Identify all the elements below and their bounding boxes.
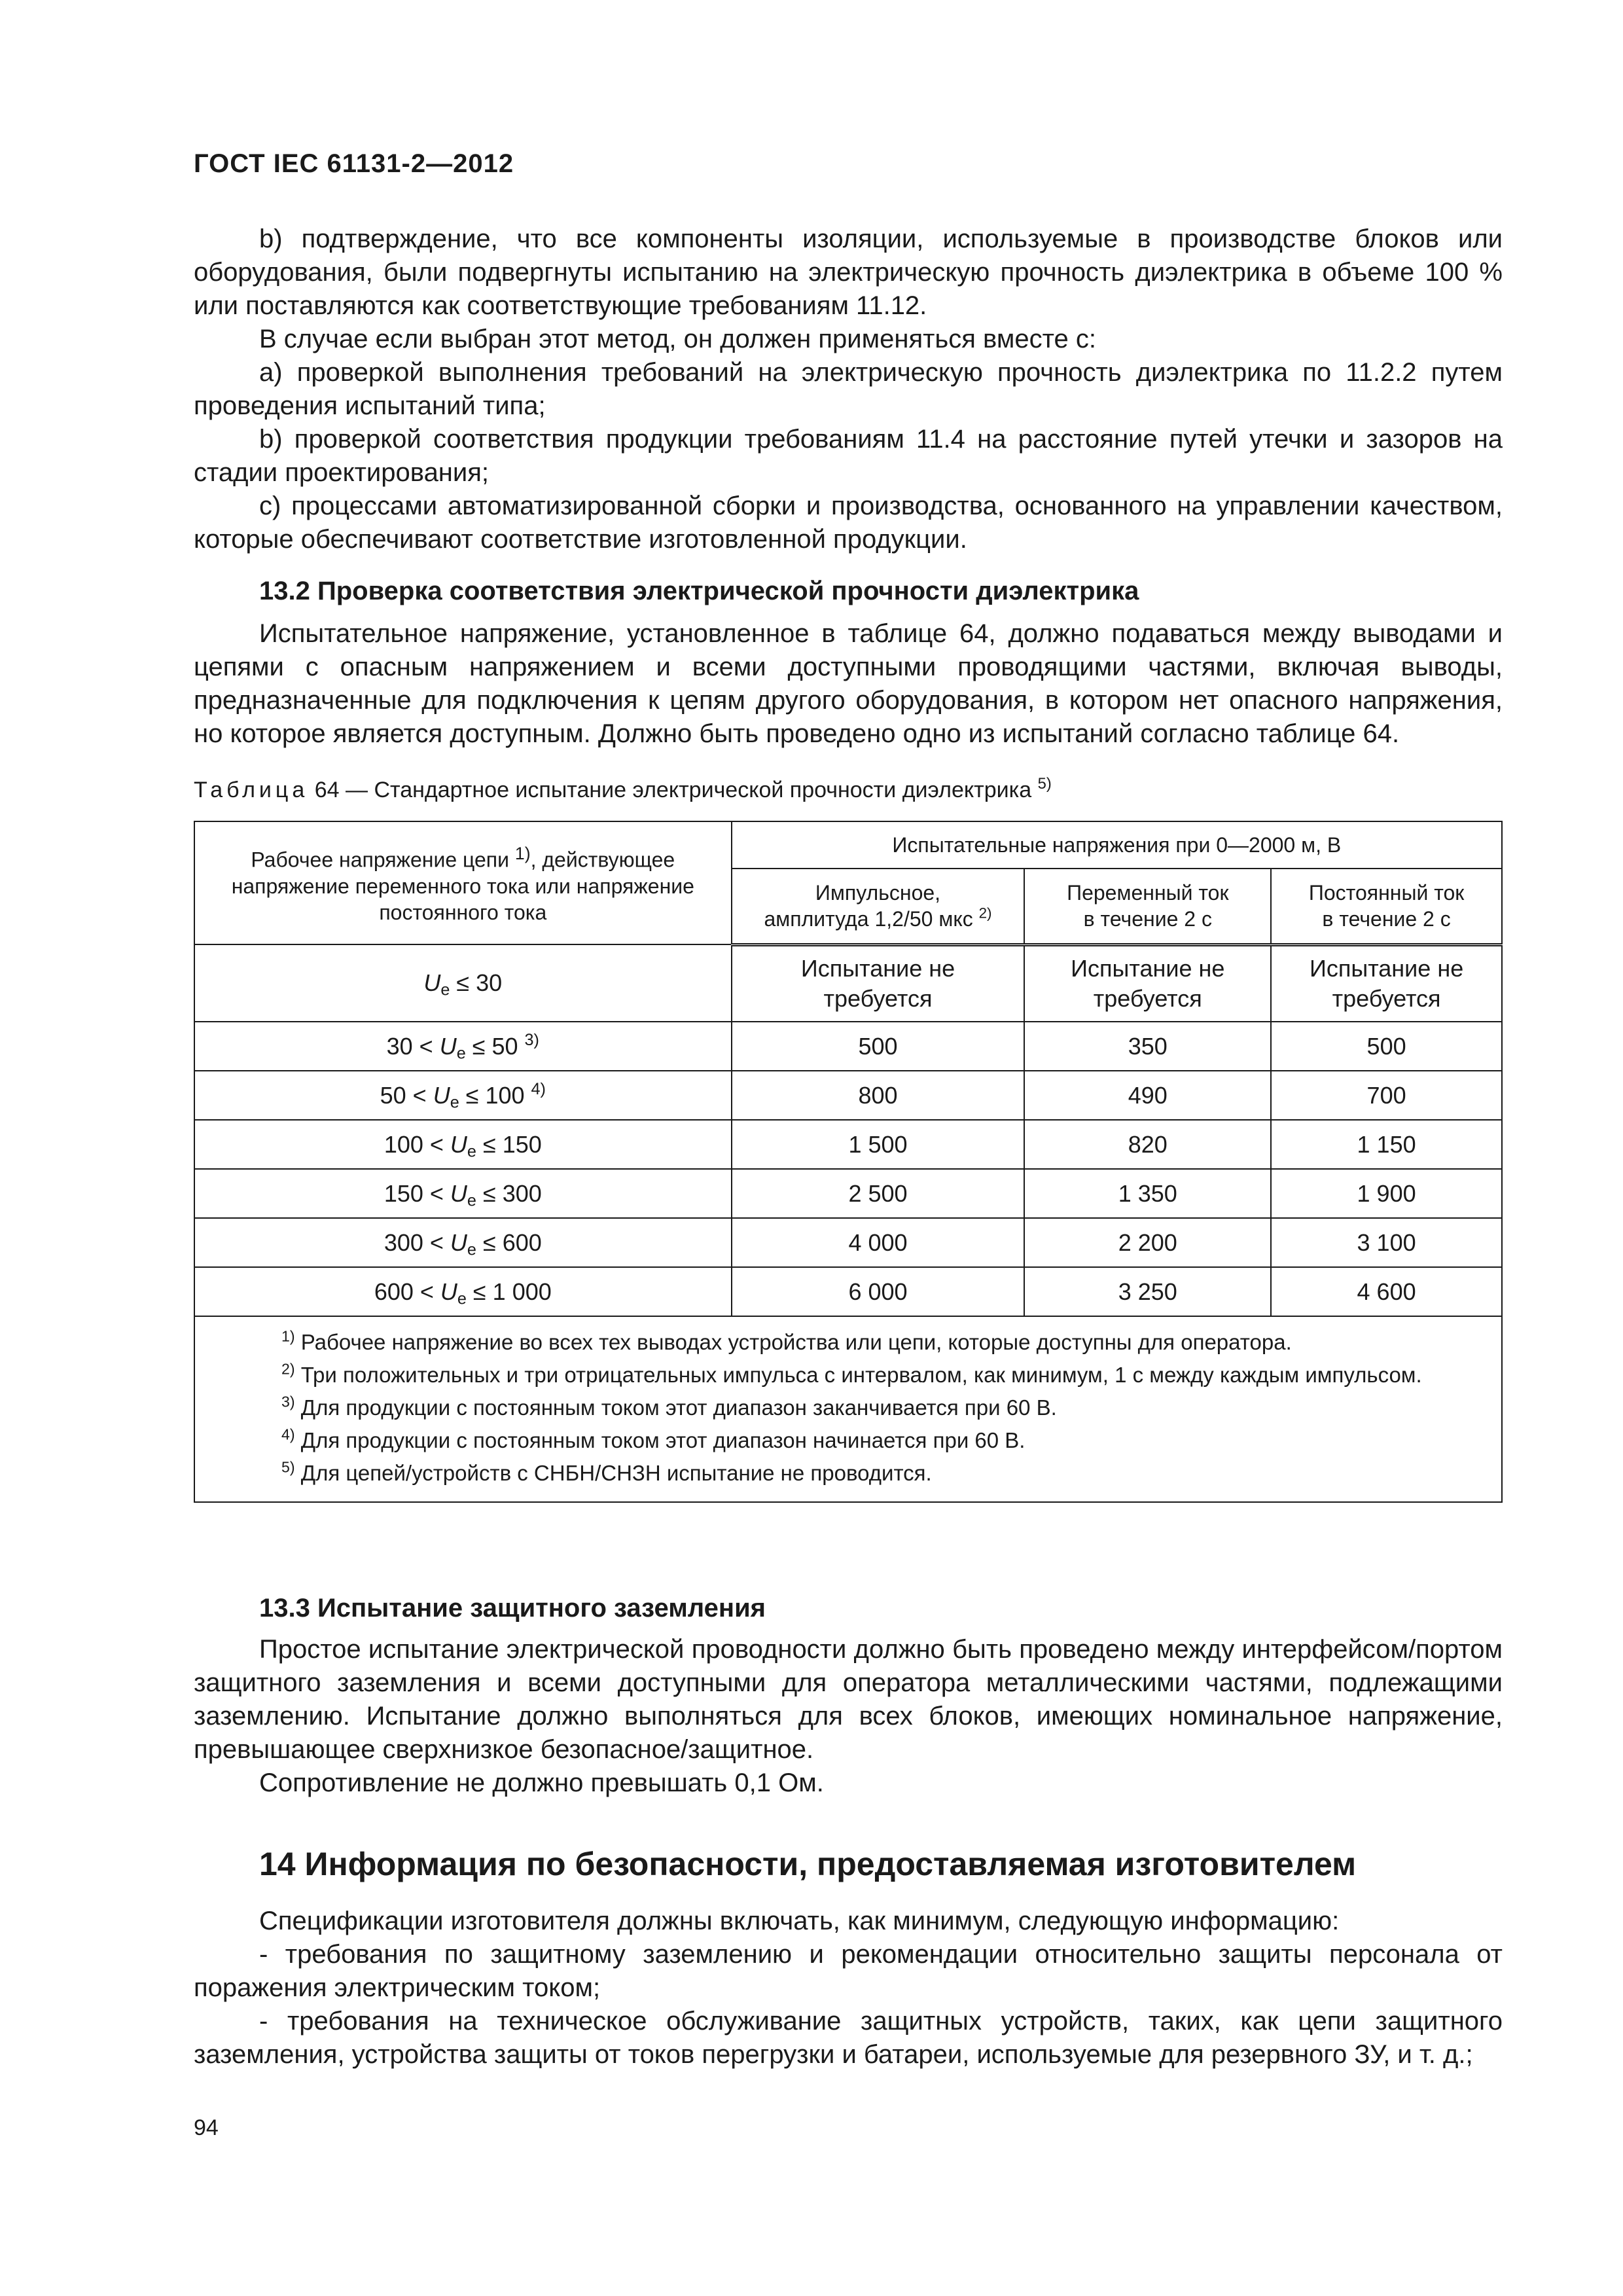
dc-cell: 4 600 [1271, 1267, 1502, 1316]
u-symbol: U [439, 1032, 457, 1060]
footnote-mark: 3) [281, 1393, 295, 1410]
footnote-ref: 5) [1037, 774, 1052, 793]
header-text: , действующее напряжение переменного тока или напряжение постоянного тока [231, 848, 694, 924]
u-symbol: U [450, 1130, 467, 1158]
footnote-mark: 2) [281, 1360, 295, 1378]
col-header-working-voltage [194, 821, 732, 944]
range-low: 30 < [386, 1032, 440, 1060]
voltage-range-cell [194, 1120, 732, 1169]
footnote-text: Для цепей/устройств с СНБН/СНЗН испытание не проводится. [294, 1461, 932, 1485]
footnotes-row [194, 1316, 1502, 1502]
table-caption [194, 774, 1052, 803]
impulse-cell: 4 000 [732, 1218, 1025, 1267]
footnote-ref: 1) [514, 844, 531, 864]
range-high: ≤ 30 [450, 969, 503, 996]
table-caption-word: Таблица [194, 778, 309, 802]
footnote-ref: 4) [531, 1079, 546, 1098]
paragraph: Спецификации изготовителя должны включать, как минимум, следующую информацию: [259, 1907, 1340, 1935]
range-high: ≤ 300 [476, 1179, 542, 1207]
paragraph: Испытательное напряжение, установленное в таблице 64, должно подаваться между выводами и цепями с опасным напряжением и всеми доступными проводящими частями, включая выводы, предназначенные для подключения к цепям другого оборудования, в котором нет опасного напряжения, но которое является доступным. Должно быть проведено одно из испытаний согласно таблице 64. [194, 619, 1503, 748]
paragraph: В случае если выбран этот метод, он должен применяться вместе с: [259, 325, 1096, 353]
table-footnotes [194, 1316, 1502, 1502]
ac-cell: 490 [1024, 1071, 1271, 1120]
impulse-cell: Испытание не требуется [732, 944, 1025, 1022]
impulse-cell: 6 000 [732, 1267, 1025, 1316]
section-title: 14 Информация по безопасности, предоставляемая изготовителем [259, 1846, 1357, 1882]
dielectric-test-table [194, 821, 1503, 1503]
table-row [194, 1071, 1502, 1120]
u-subscript: e [440, 980, 450, 999]
range-low: 100 < [383, 1130, 450, 1158]
u-subscript: e [467, 1141, 476, 1160]
paragraph: b) проверкой соответствия продукции требованиям 11.4 на расстояние путей утечки и зазоров на стадии проектирования; [194, 425, 1503, 487]
document-header: ГОСТ IEC 61131-2—2012 [194, 149, 514, 178]
u-subscript: e [467, 1191, 476, 1210]
footnote-mark: 5) [281, 1458, 295, 1476]
section-title: 13.2 Проверка соответствия электрической прочности диэлектрика [259, 577, 1139, 605]
footnote-text: Для продукции с постоянным током этот диапазон заканчивается при 60 В. [294, 1395, 1057, 1420]
impulse-cell: 2 500 [732, 1169, 1025, 1218]
paragraph: - требования на техническое обслуживание защитных устройств, таких, как цепи защитного заземления, устройства защиты от токов перегрузки и батареи, используемые для резервного ЗУ, и т. д.; [194, 2007, 1503, 2069]
paragraph: b) подтверждение, что все компоненты изоляции, используемые в производстве блоков или оборудования, были подвергнуты испытанию на электрическую прочность диэлектрика в объеме 100 % или поставляются как соответствующие требованиям 11.12. [194, 224, 1503, 320]
header-line: Импульсное, [815, 881, 941, 905]
u-symbol: U [450, 1179, 467, 1207]
col-group-header: Испытательные напряжения при 0—2000 м, В [732, 821, 1502, 869]
range-high: ≤ 150 [476, 1130, 542, 1158]
section-14 [194, 1844, 1503, 2072]
table-footnote [209, 1359, 1487, 1391]
range-low: 300 < [383, 1229, 450, 1256]
u-symbol: U [433, 1081, 450, 1109]
voltage-range-cell [194, 944, 732, 1022]
footnote-mark: 4) [281, 1426, 295, 1443]
u-symbol: U [423, 969, 441, 996]
impulse-cell: 1 500 [732, 1120, 1025, 1169]
col-header-impulse [732, 869, 1025, 944]
dc-cell: 500 [1271, 1022, 1502, 1071]
header-line: в течение 2 с [1322, 907, 1451, 931]
u-subscript: e [457, 1289, 467, 1308]
u-subscript: e [450, 1092, 459, 1111]
table-footnote [209, 1326, 1487, 1359]
voltage-range-cell [194, 1071, 732, 1120]
paragraph: a) проверкой выполнения требований на электрическую прочность диэлектрика по 11.2.2 путем проведения испытаний типа; [194, 358, 1503, 420]
impulse-cell: 800 [732, 1071, 1025, 1120]
table-footnote [209, 1457, 1487, 1490]
u-subscript: e [467, 1240, 476, 1259]
paragraph: - требования по защитному заземлению и рекомендации относительно защиты персонала от поражения электрическим током; [194, 1940, 1503, 2002]
section-13-2 [194, 575, 1503, 751]
table-row [194, 1169, 1502, 1218]
range-high: ≤ 100 [459, 1081, 531, 1109]
header-text: Рабочее напряжение цепи [251, 848, 515, 872]
ac-cell: 1 350 [1024, 1169, 1271, 1218]
table-row [194, 944, 1502, 1022]
footnote-ref: 2) [978, 905, 992, 922]
col-header-dc [1271, 869, 1502, 944]
range-low: 600 < [374, 1278, 440, 1305]
dc-cell: 1 150 [1271, 1120, 1502, 1169]
range-high: ≤ 50 [465, 1032, 525, 1060]
footnote-ref: 3) [524, 1030, 539, 1049]
table-row [194, 1218, 1502, 1267]
table-row [194, 1120, 1502, 1169]
header-line: амплитуда 1,2/50 мкс [764, 907, 979, 931]
table-row [194, 1022, 1502, 1071]
range-low: 150 < [383, 1179, 450, 1207]
paragraph: Простое испытание электрической проводности должно быть проведено между интерфейсом/портом защитного заземления и всеми доступными для оператора металлическими частями, подлежащими заземлению. Испытание должно выполняться для всех блоков, имеющих номинальное напряжение, превышающее сверхнизкое безопасное/защитное. [194, 1635, 1503, 1764]
top-text-block [194, 223, 1503, 556]
header-line: Постоянный ток [1308, 881, 1465, 905]
dc-cell: 1 900 [1271, 1169, 1502, 1218]
table-footnote [209, 1391, 1487, 1424]
range-high: ≤ 600 [476, 1229, 542, 1256]
paragraph: Сопротивление не должно превышать 0,1 Ом. [259, 1768, 824, 1797]
range-low: 50 < [380, 1081, 433, 1109]
table-caption-text: 64 — Стандартное испытание электрической прочности диэлектрика [308, 778, 1038, 802]
header-line: Переменный ток [1067, 881, 1229, 905]
u-subscript: e [456, 1043, 466, 1062]
dc-cell: Испытание не требуется [1271, 944, 1502, 1022]
ac-cell: Испытание не требуется [1024, 944, 1271, 1022]
table-footnote [209, 1424, 1487, 1457]
u-symbol: U [450, 1229, 467, 1256]
table-row [194, 1267, 1502, 1316]
voltage-range-cell [194, 1022, 732, 1071]
ac-cell: 2 200 [1024, 1218, 1271, 1267]
section-title: 13.3 Испытание защитного заземления [259, 1594, 766, 1623]
voltage-range-cell [194, 1169, 732, 1218]
voltage-range-cell [194, 1218, 732, 1267]
footnote-mark: 1) [281, 1327, 295, 1345]
footnote-text: Для продукции с постоянным током этот диапазон начинается при 60 В. [294, 1428, 1026, 1452]
dc-cell: 700 [1271, 1071, 1502, 1120]
dc-cell: 3 100 [1271, 1218, 1502, 1267]
section-13-3 [194, 1592, 1503, 1800]
header-line: в течение 2 с [1083, 907, 1212, 931]
voltage-range-cell [194, 1267, 732, 1316]
range-high: ≤ 1 000 [466, 1278, 552, 1305]
paragraph: c) процессами автоматизированной сборки и производства, основанного на управлении качеством, которые обеспечивают соответствие изготовленной продукции. [194, 492, 1503, 554]
ac-cell: 350 [1024, 1022, 1271, 1071]
ac-cell: 3 250 [1024, 1267, 1271, 1316]
page-number: 94 [194, 2115, 219, 2140]
u-symbol: U [440, 1278, 457, 1305]
footnote-text: Рабочее напряжение во всех тех выводах устройства или цепи, которые доступны для оператора. [294, 1330, 1292, 1354]
ac-cell: 820 [1024, 1120, 1271, 1169]
footnote-text: Три положительных и три отрицательных импульса с интервалом, как минимум, 1 с между каждым импульсом. [294, 1363, 1422, 1387]
col-header-ac [1024, 869, 1271, 944]
impulse-cell: 500 [732, 1022, 1025, 1071]
